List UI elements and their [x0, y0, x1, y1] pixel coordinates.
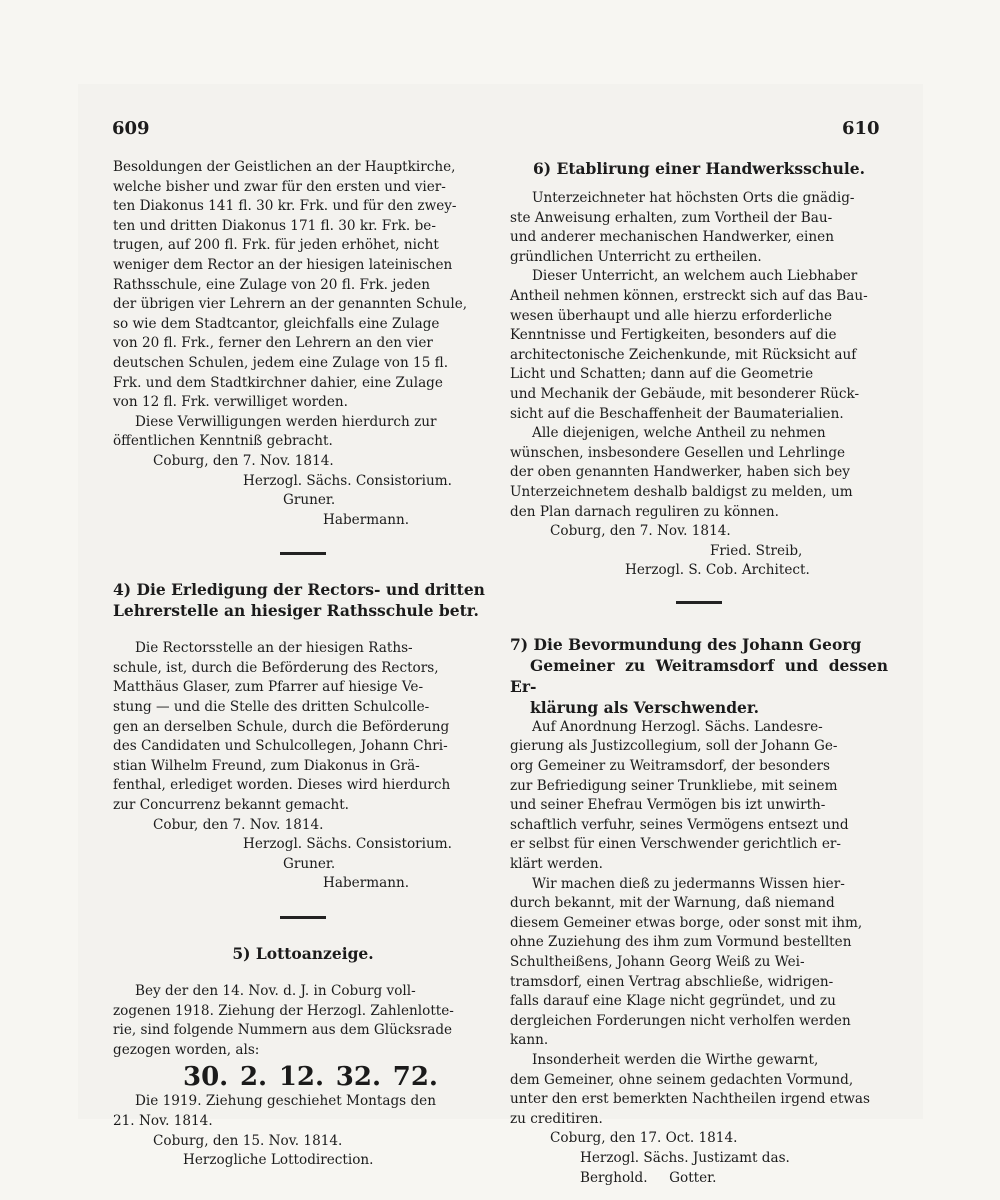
section-7-paragraph	[510, 718, 888, 875]
heading-line: klärung als Verschwender.	[530, 697, 760, 717]
section-7-paragraph	[510, 875, 888, 1051]
lottery-number: 72.	[392, 1062, 438, 1093]
text-line: der oben genannten Handwerker, haben sich bey	[510, 464, 850, 481]
text-line: der übrigen vier Lehrern an der genannten Schule,	[113, 296, 468, 313]
text-line: gezogen worden, als:	[113, 1041, 260, 1058]
text-line: dem Gemeiner, ohne seinem gedachten Vormund,	[510, 1071, 854, 1088]
text-line: diesem Gemeiner etwas borge, oder sonst mit ihm,	[510, 914, 863, 931]
text-line: durch bekannt, mit der Warnung, daß niemand	[510, 895, 835, 912]
signature-date: Coburg, den 17. Oct. 1814.	[550, 1130, 738, 1147]
signature-authority: Herzogliche Lottodirection.	[183, 1152, 374, 1169]
text-line: klärt werden.	[510, 856, 603, 873]
text-line: Diese Verwilligungen werden hierdurch zur	[135, 413, 437, 430]
lottery-number: 32.	[335, 1062, 382, 1093]
heading-line: Gemeiner zu Weitramsdorf und dessen Er-	[510, 655, 888, 696]
text-line: org Gemeiner zu Weitramsdorf, der besonders	[510, 758, 830, 775]
text-line: architectonische Zeichenkunde, mit Rücksicht auf	[510, 346, 857, 363]
text-line: fenthal, erlediget worden. Dieses wird hierdurch	[113, 777, 451, 794]
signature-date: Cobur, den 7. Nov. 1814.	[153, 816, 324, 833]
section-6-paragraph	[510, 424, 888, 522]
section-4-body	[113, 639, 493, 815]
text-line: unter den erst bemerkten Nachtheilen irgend etwas	[510, 1091, 871, 1108]
signature-title: Herzogl. S. Cob. Architect.	[625, 562, 810, 579]
text-line: trugen, auf 200 fl. Frk. für jeden erhöhet, nicht	[113, 237, 439, 254]
lottery-number: 12.	[278, 1062, 325, 1093]
text-line: welche bisher und zwar für den ersten und vier-	[113, 178, 446, 195]
text-line: zogenen 1918. Ziehung der Herzogl. Zahlenlotte-	[113, 1002, 454, 1019]
text-line: Schultheißens, Johann Georg Weiß zu Wei-	[510, 954, 805, 970]
right-column	[510, 158, 888, 1188]
lottery-number: 2.	[239, 1062, 268, 1093]
text-line: rie, sind folgende Nummern aus dem Glücksrade	[113, 1022, 453, 1039]
text-line: zur Concurrenz bekannt gemacht.	[113, 797, 349, 814]
text-line: Dieser Unterricht, an welchem auch Liebhaber	[532, 268, 858, 285]
signature-authority: Herzogl. Sächs. Consistorium.	[243, 836, 452, 853]
text-line: Insonderheit werden die Wirthe gewarnt,	[532, 1051, 819, 1068]
text-line: Besoldungen der Geistlichen an der Hauptkirche,	[113, 159, 456, 175]
section-divider	[676, 601, 722, 604]
text-line: wünschen, insbesondere Gesellen und Lehrlinge	[510, 444, 846, 461]
text-line: schaftlich verfuhr, seines Vermögens entsezt und	[510, 816, 849, 833]
heading-line: Lehrerstelle an hiesiger Rathsschule betr.	[113, 601, 479, 621]
text-line: so wie dem Stadtcantor, gleichfalls eine Zulage	[113, 315, 440, 332]
text-line: weniger dem Rector an der hiesigen lateinischen	[113, 256, 453, 273]
section-5-after	[113, 1092, 493, 1131]
page-number-right: 610	[842, 118, 880, 139]
signature-date: Coburg, den 15. Nov. 1814.	[153, 1132, 343, 1149]
text-line: kann.	[510, 1032, 549, 1049]
signature-name: Habermann.	[323, 875, 410, 892]
signature-date: Coburg, den 7. Nov. 1814.	[153, 452, 334, 469]
text-line: Rathsschule, eine Zulage von 20 fl. Frk. jeden	[113, 276, 431, 293]
text-line: er selbst für einen Verschwender gerichtlich er-	[510, 836, 841, 853]
text-line: stian Wilhelm Freund, zum Diakonus in Grä-	[113, 757, 420, 774]
text-line: schule, ist, durch die Beförderung des Rectors,	[113, 659, 439, 676]
text-line: Licht und Schatten; dann auf die Geometrie	[510, 366, 814, 383]
text-line: Kenntnisse und Fertigkeiten, besonders auf die	[510, 327, 837, 344]
text-line: Unterzeichneter hat höchsten Orts die gnädig-	[532, 190, 855, 206]
intro-close	[113, 413, 493, 452]
signature-authority: Herzogl. Sächs. Consistorium.	[243, 472, 452, 489]
section-divider	[280, 916, 326, 919]
section-5-heading: 5) Lottoanzeige.	[232, 944, 374, 963]
text-line: öffentlichen Kenntniß gebracht.	[113, 433, 333, 450]
text-line: gründlichen Unterricht zu ertheilen.	[510, 248, 762, 265]
text-line: Wir machen dieß zu jedermanns Wissen hier-	[532, 875, 845, 892]
section-6-paragraph	[510, 267, 888, 424]
text-line: dergleichen Forderungen nicht verholfen werden	[510, 1012, 851, 1029]
text-line: Antheil nehmen können, erstreckt sich auf das Bau-	[510, 287, 868, 304]
signature-name: Fried. Streib,	[710, 542, 803, 559]
section-5-body	[113, 982, 493, 1060]
text-line: zu creditiren.	[510, 1110, 603, 1127]
text-line: Auf Anordnung Herzogl. Sächs. Landesre-	[532, 718, 823, 735]
text-line: Frk. und dem Stadtkirchner dahier, eine Zulage	[113, 374, 443, 391]
section-7-paragraph	[510, 1051, 888, 1129]
text-line: Die 1919. Ziehung geschiehet Montags den	[135, 1093, 436, 1110]
section-7-heading	[510, 634, 888, 718]
heading-line: 7) Die Bevormundung des Johann Georg	[510, 634, 862, 654]
text-line: Unterzeichnetem deshalb baldigst zu melden, um	[510, 483, 853, 500]
text-line: ste Anweisung erhalten, zum Vortheil der Bau-	[510, 209, 833, 226]
text-line: Alle diejenigen, welche Antheil zu nehmen	[532, 425, 826, 442]
signature-name: Gruner.	[283, 855, 336, 872]
intro-paragraph	[113, 158, 493, 413]
text-line: falls darauf eine Klage nicht gegründet, und zu	[510, 993, 836, 1010]
text-line: und anderer mechanischen Handwerker, einen	[510, 229, 834, 246]
signature-date: Coburg, den 7. Nov. 1814.	[550, 523, 731, 540]
section-6-paragraph	[510, 189, 888, 267]
text-line: gierung als Justizcollegium, soll der Johann Ge-	[510, 738, 838, 755]
text-line: ohne Zuziehung des ihm zum Vormund bestellten	[510, 934, 852, 951]
text-line: und seiner Ehefrau Vermögen bis izt unwirth-	[510, 797, 826, 814]
text-line: wesen überhaupt und alle hierzu erforderliche	[510, 307, 833, 324]
signature-name: Habermann.	[323, 511, 410, 528]
text-line: stung — und die Stelle des dritten Schulcolle-	[113, 699, 430, 716]
text-line: tramsdorf, einen Vertrag abschließe, widrigen-	[510, 973, 834, 990]
heading-line: 4) Die Erledigung der Rectors- und dritten	[113, 580, 485, 600]
text-line: 21. Nov. 1814.	[113, 1112, 213, 1129]
text-line: deutschen Schulen, jedem eine Zulage von 15 fl.	[113, 354, 449, 371]
text-line: den Plan darnach reguliren zu können.	[510, 503, 779, 520]
signature-authority: Herzogl. Sächs. Justizamt das.	[580, 1149, 790, 1166]
text-line: sicht auf die Beschaffenheit der Baumaterialien.	[510, 405, 844, 422]
text-line: Bey der den 14. Nov. d. J. in Coburg voll-	[135, 983, 416, 999]
text-line: gen an derselben Schule, durch die Beförderung	[113, 718, 450, 735]
text-line: Matthäus Glaser, zum Pfarrer auf hiesige Ve-	[113, 679, 424, 696]
text-line: von 20 fl. Frk., ferner den Lehrern an den vier	[113, 335, 433, 352]
left-column	[113, 158, 493, 1171]
signature-names: Berghold. Gotter.	[580, 1169, 717, 1186]
section-4-heading	[113, 579, 493, 621]
text-line: des Candidaten und Schulcollegen, Johann Chri-	[113, 738, 448, 755]
text-line: Die Rectorsstelle an der hiesigen Raths-	[135, 640, 413, 657]
text-line: und Mechanik der Gebäude, mit besonderer Rück-	[510, 385, 860, 402]
lottery-numbers	[113, 1060, 493, 1092]
lottery-number: 30.	[183, 1062, 229, 1093]
text-line: von 12 fl. Frk. verwilliget worden.	[113, 394, 348, 411]
signature-name: Gruner.	[283, 492, 336, 509]
section-6-heading: 6) Etablirung einer Handwerksschule.	[532, 159, 865, 178]
text-line: zur Befriedigung seiner Trunkliebe, mit seinem	[510, 777, 838, 794]
text-line: ten und dritten Diakonus 171 fl. 30 kr. Frk. be-	[113, 217, 436, 234]
section-divider	[280, 552, 326, 555]
page-number-left: 609	[112, 118, 150, 139]
text-line: ten Diakonus 141 fl. 30 kr. Frk. und für den zwey-	[113, 198, 457, 215]
